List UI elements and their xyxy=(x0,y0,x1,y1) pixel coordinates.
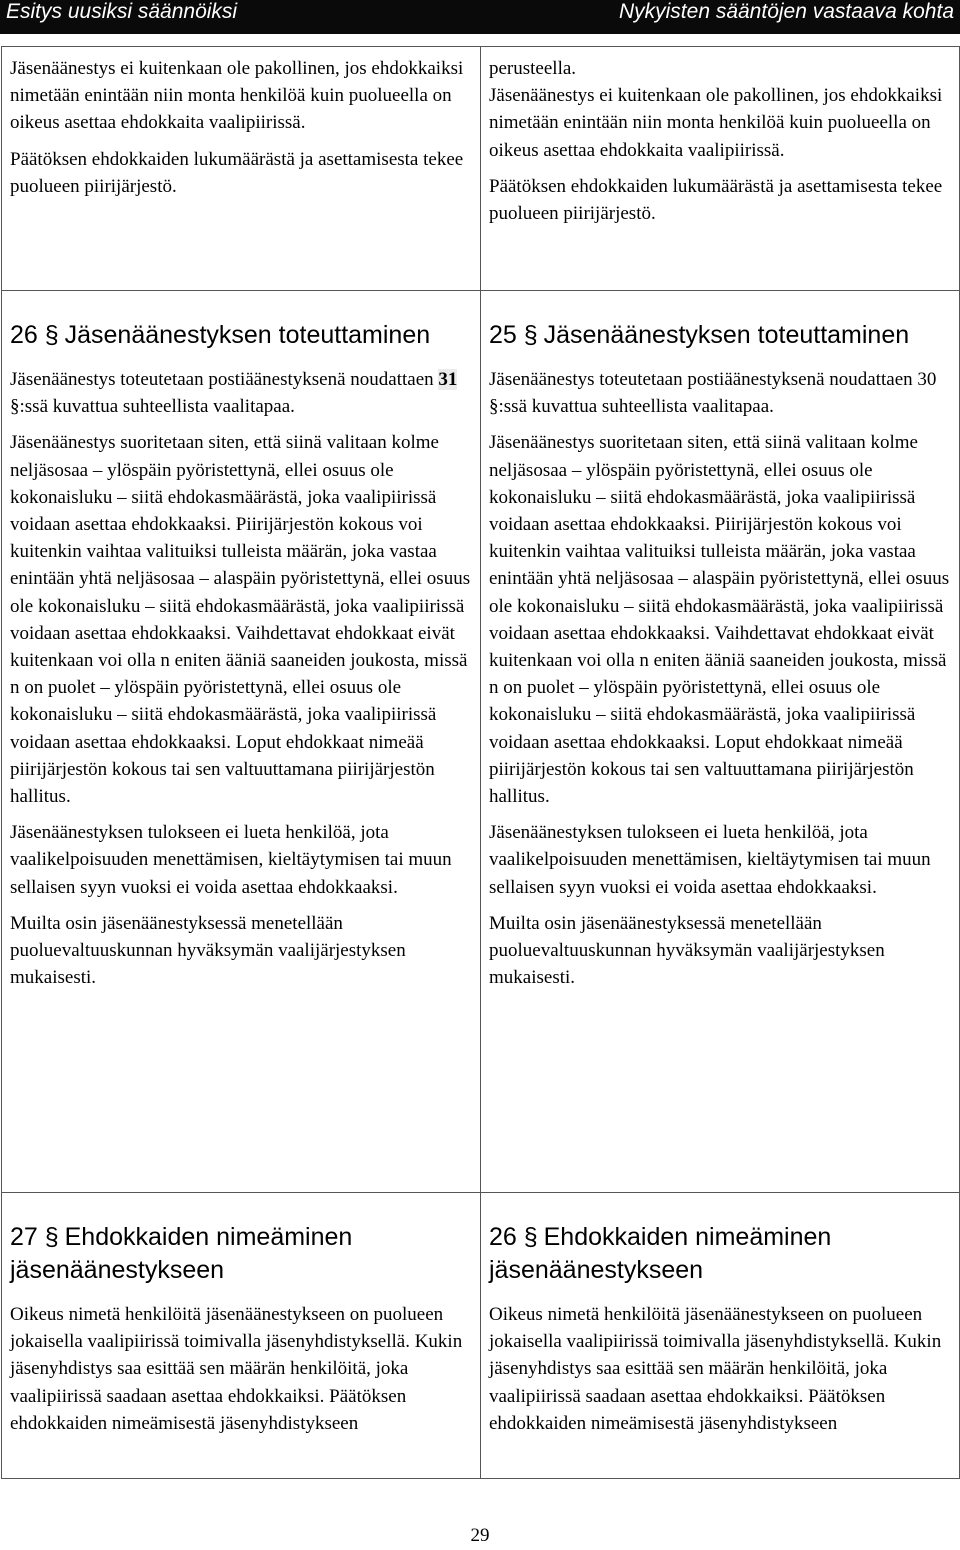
section-sign: § xyxy=(523,1223,537,1251)
paragraph: Jäsenäänestys ei kuitenkaan ole pakollinen, jos ehdokkaiksi nimetään enintään niin monta henkilöä kuin puolueella on oikeus asettaa ehdokkaita vaalipiirissä. xyxy=(489,85,943,161)
page-number: 29 xyxy=(470,1525,490,1546)
section-heading xyxy=(489,319,951,352)
paragraph: Muilta osin jäsenäänestyksessä menetellään puoluevaltuuskunnan hyväksymän vaalijärjestyksen mukaisesti. xyxy=(489,912,885,989)
new-rules-cell xyxy=(2,1193,481,1479)
section-title: Jäsenäänestyksen toteuttaminen xyxy=(64,321,431,349)
section-number: 27 xyxy=(10,1223,38,1251)
comparison-table xyxy=(1,46,960,1479)
paragraph: Jäsenäänestys suoritetaan siten, että siinä valitaan kolme neljäsosaa – ylöspäin pyöristettynä, ellei osuus ole kokonaisluku – siitä ehdokasmäärästä, joka vaalipiirissä voidaan asettaa ehdokkaaksi. Piirijärjestön kokous voi kuitenkin vaihtaa valituiksi tulleista määrän, joka vastaa enintään yhtä neljäsosaa – alaspäin pyöristettynä, ellei osuus ole kokonaisluku – siitä ehdokasmäärästä, joka vaalipiirissä voidaan asettaa ehdokkaaksi. Vaihdettavat ehdokkaat eivät kuitenkaan voi olla n eniten ääniä saaneiden joukosta, missä n on puolet – ylöspäin pyöristettynä, ellei osuus ole kokonaisluku – siitä ehdokasmäärästä, joka vaalipiirissä voidaan asettaa ehdokkaaksi. Loput ehdokkaat nimeää piirijärjestön kokous tai sen valtuuttamana piirijärjestön hallitus. xyxy=(10,432,471,808)
section-number: 26 xyxy=(489,1223,517,1251)
paragraph: Jäsenäänestys toteutetaan postiäänestyksenä noudattaen 30 §:ssä kuvattua suhteellista vaalitapaa. xyxy=(489,369,937,418)
paragraph: Päätöksen ehdokkaiden lukumäärästä ja asettamisesta tekee puolueen piirijärjestö. xyxy=(489,175,943,225)
paragraph: Jäsenäänestys ei kuitenkaan ole pakollinen, jos ehdokkaiksi nimetään enintään niin monta henkilöä kuin puolueella on oikeus asettaa ehdokkaita vaalipiirissä. xyxy=(10,58,464,134)
paragraph: Jäsenäänestys suoritetaan siten, että siinä valitaan kolme neljäsosaa – ylöspäin pyöristettynä, ellei osuus ole kokonaisluku – siitä ehdokasmäärästä, joka vaalipiirissä voidaan asettaa ehdokkaaksi. Piirijärjestön kokous voi kuitenkin vaihtaa valituiksi tulleista määrän, joka vastaa enintään yhtä neljäsosaa – alaspäin pyöristettynä, ellei osuus ole kokonaisluku – siitä ehdokasmäärästä, joka vaalipiirissä voidaan asettaa ehdokkaaksi. Vaihdettavat ehdokkaat eivät kuitenkaan voi olla n eniten ääniä saaneiden joukosta, missä n on puolet – ylöspäin pyöristettynä, ellei osuus ole kokonaisluku – siitä ehdokasmäärästä, joka vaalipiirissä voidaan asettaa ehdokkaaksi. Loput ehdokkaat nimeää piirijärjestön kokous tai sen valtuuttamana piirijärjestön hallitus. xyxy=(489,432,950,808)
new-rules-cell xyxy=(2,291,481,1193)
section-number: 25 xyxy=(489,321,517,349)
paragraph-text: Jäsenäänestys toteutetaan postiäänestyksenä noudattaen xyxy=(10,369,434,390)
section-number: 26 xyxy=(10,321,38,349)
section-sign: § xyxy=(44,1223,58,1251)
section-heading xyxy=(10,1221,472,1287)
table-row xyxy=(2,291,960,1193)
highlighted-reference: 31 xyxy=(438,369,458,390)
page-header xyxy=(0,0,960,34)
section-title: Ehdokkaiden nimeäminen jäsenäänestykseen xyxy=(489,1223,832,1284)
paragraph: Jäsenäänestyksen tulokseen ei lueta henkilöä, jota vaalikelpoisuuden menettämisen, kieltäytymisen tai muun sellaisen syyn vuoksi ei voida asettaa ehdokkaaksi. xyxy=(489,822,931,898)
table-row xyxy=(2,47,960,291)
current-rules-cell xyxy=(481,291,960,1193)
current-rules-cell xyxy=(481,1193,960,1479)
paragraph: Oikeus nimetä henkilöitä jäsenäänestykseen on puolueen jokaisella vaalipiirissä toimivalla jäsenyhdistyksellä. Kukin jäsenyhdistys saa esittää sen määrän henkilöitä, joka vaalipiirissä saadaan asettaa ehdokkaiksi. Päätöksen ehdokkaiden nimeämisestä jäsenyhdistykseen xyxy=(10,1304,463,1434)
paragraph xyxy=(10,366,472,420)
paragraph-text: §:ssä kuvattua suhteellista vaalitapaa. xyxy=(10,396,295,418)
section-heading xyxy=(10,319,472,352)
section-heading xyxy=(489,1221,951,1287)
header-right-title: Nykyisten sääntöjen vastaava kohta xyxy=(618,0,954,23)
section-sign: § xyxy=(44,321,58,349)
paragraph: perusteella. xyxy=(489,58,577,79)
header-left-title: Esitys uusiksi säännöiksi xyxy=(6,0,238,23)
section-title: Ehdokkaiden nimeäminen jäsenäänestykseen xyxy=(10,1223,353,1284)
new-rules-cell xyxy=(2,47,481,291)
paragraph: Jäsenäänestyksen tulokseen ei lueta henkilöä, jota vaalikelpoisuuden menettämisen, kieltäytymisen tai muun sellaisen syyn vuoksi ei voida asettaa ehdokkaaksi. xyxy=(10,822,452,898)
table-row xyxy=(2,1193,960,1479)
current-rules-cell xyxy=(481,47,960,291)
paragraph: Muilta osin jäsenäänestyksessä menetellään puoluevaltuuskunnan hyväksymän vaalijärjestyksen mukaisesti. xyxy=(10,912,406,989)
paragraph: Oikeus nimetä henkilöitä jäsenäänestykseen on puolueen jokaisella vaalipiirissä toimivalla jäsenyhdistyksellä. Kukin jäsenyhdistys saa esittää sen määrän henkilöitä, joka vaalipiirissä saadaan asettaa ehdokkaiksi. Päätöksen ehdokkaiden nimeämisestä jäsenyhdistykseen xyxy=(489,1304,942,1434)
section-sign: § xyxy=(523,321,537,349)
section-title: Jäsenäänestyksen toteuttaminen xyxy=(543,321,910,349)
paragraph: Päätöksen ehdokkaiden lukumäärästä ja asettamisesta tekee puolueen piirijärjestö. xyxy=(10,148,464,197)
